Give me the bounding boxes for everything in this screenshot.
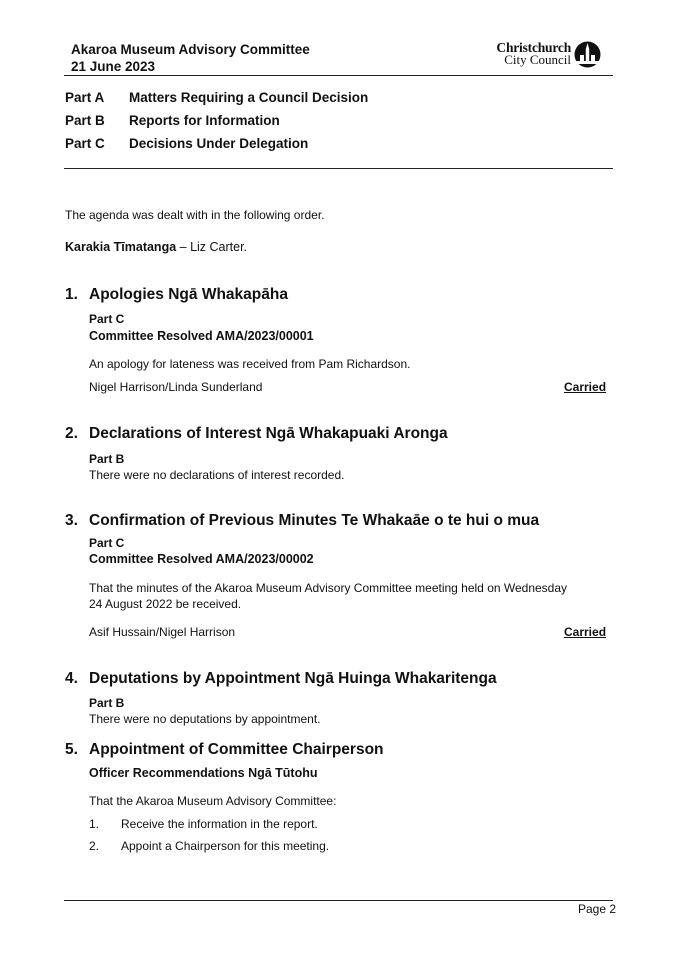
karakia-label: Karakia Tīmatanga xyxy=(65,240,177,254)
logo-line-2: City Council xyxy=(504,52,571,67)
part-a-row xyxy=(65,89,368,106)
cathedral-logo-icon xyxy=(574,41,601,68)
page-number: Page 2 xyxy=(578,902,617,916)
section-3-number: 3. xyxy=(65,512,78,529)
karakia-line xyxy=(65,239,247,255)
section-1-text: An apology for lateness was received from Pam Richardson. xyxy=(89,357,411,371)
footer-rule xyxy=(64,900,613,901)
section-4-part: Part B xyxy=(89,696,125,710)
section-2-number: 2. xyxy=(65,425,78,442)
part-label: Decisions Under Delegation xyxy=(129,136,309,151)
section-5-title: Appointment of Committee Chairperson xyxy=(89,741,384,758)
section-3-status: Carried xyxy=(564,625,607,639)
section-3-text-line-1: That the minutes of the Akaroa Museum Advisory Committee meeting held on Wednesday xyxy=(89,581,568,595)
council-logo xyxy=(481,40,601,70)
section-4-title: Deputations by Appointment Ngā Huinga Whakaritenga xyxy=(89,670,497,687)
parts-rule xyxy=(64,168,613,169)
section-2-title: Declarations of Interest Ngā Whakapuaki Aronga xyxy=(89,425,448,442)
section-4-number: 4. xyxy=(65,670,78,687)
header-rule xyxy=(64,75,613,76)
section-1-movers: Nigel Harrison/Linda Sunderland xyxy=(89,380,263,394)
section-5-text: That the Akaroa Museum Advisory Committee: xyxy=(89,794,337,808)
committee-title: Akaroa Museum Advisory Committee xyxy=(71,42,310,57)
section-1-status: Carried xyxy=(564,380,607,394)
section-1-part: Part C xyxy=(89,312,125,326)
intro-text: The agenda was dealt with in the following order. xyxy=(65,208,325,222)
part-label: Matters Requiring a Council Decision xyxy=(129,90,369,105)
logo-line-1: Christchurch xyxy=(496,40,571,55)
section-3-text-line-2: 24 August 2022 be received. xyxy=(89,597,242,611)
part-code: Part B xyxy=(65,113,105,128)
part-code: Part A xyxy=(65,90,105,105)
section-2-text: There were no declarations of interest recorded. xyxy=(89,468,345,482)
recommendation-text: Receive the information in the report. xyxy=(121,817,318,831)
recommendation-number: 1. xyxy=(89,817,100,831)
meeting-date: 21 June 2023 xyxy=(71,59,156,74)
part-code: Part C xyxy=(65,136,105,151)
section-2-part: Part B xyxy=(89,452,125,466)
part-c-row xyxy=(65,135,308,152)
section-3-resolution: Committee Resolved AMA/2023/00002 xyxy=(89,552,314,566)
section-3-movers: Asif Hussain/Nigel Harrison xyxy=(89,625,236,639)
recommendation-text: Appoint a Chairperson for this meeting. xyxy=(121,839,330,853)
recommendation-number: 2. xyxy=(89,839,100,853)
section-5-subheading: Officer Recommendations Ngā Tūtohu xyxy=(89,766,318,780)
section-1-resolution: Committee Resolved AMA/2023/00001 xyxy=(89,329,314,343)
section-1-number: 1. xyxy=(65,286,78,303)
section-3-part: Part C xyxy=(89,536,125,550)
part-b-row xyxy=(65,112,280,129)
section-1-title: Apologies Ngā Whakapāha xyxy=(89,286,288,303)
section-4-text: There were no deputations by appointment. xyxy=(89,712,321,726)
section-5-number: 5. xyxy=(65,741,78,758)
part-label: Reports for Information xyxy=(129,113,280,128)
karakia-leader: – Liz Carter. xyxy=(176,240,248,254)
section-3-title: Confirmation of Previous Minutes Te Whakaāe o te hui o mua xyxy=(89,512,540,529)
